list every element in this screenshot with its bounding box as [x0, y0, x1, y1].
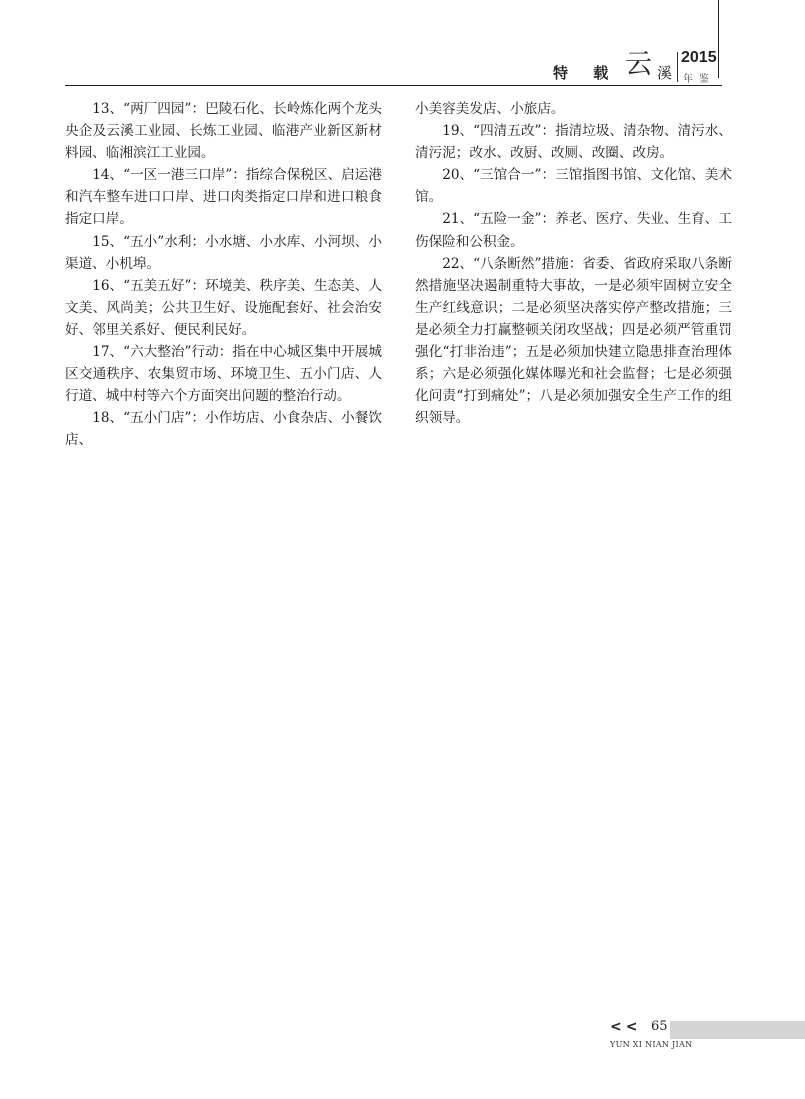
footer-bar [670, 1021, 805, 1039]
glossary-item-continued: 小美容美发店、小旅店。 [415, 101, 565, 117]
logo-nianjian: 年鉴 [683, 74, 715, 85]
glossary-item: 20、“三馆合一”：三馆指图书馆、文化馆、美术馆。 [415, 167, 732, 206]
logo-divider [677, 52, 678, 82]
glossary-item: 19、“四清五改”：指清垃圾、清杂物、清污水、清污泥；改水、改厨、改厕、改圈、改房。 [415, 123, 732, 162]
glossary-item: 18、“五小门店”：小作坊店、小食杂店、小餐饮店、 [65, 410, 382, 449]
logo-main-char: 云 [625, 49, 652, 80]
glossary-item: 13、“两厂四园”：巴陵石化、长岭炼化两个龙头央企及云溪工业园、长炼工业园、临港产业新区新材料园、临湘滨江工业园。 [65, 101, 382, 162]
glossary-item: 16、“五美五好”：环境美、秩序美、生态美、人文美、风尚美；公共卫生好、设施配套好、社会治安好、邻里关系好、便民利民好。 [65, 277, 382, 338]
chevron-left-icon: << [610, 1019, 642, 1035]
right-column [415, 98, 732, 429]
glossary-item: 14、“一区一港三口岸”：指综合保税区、启运港和汽车整车进口口岸、进口肉类指定口岸和进口粮食指定口岸。 [65, 167, 382, 228]
glossary-item: 15、“五小”水利：小水塘、小水库、小河坝、小渠道、小机埠。 [65, 233, 382, 272]
left-column [65, 98, 382, 452]
page-number: 65 [651, 1019, 668, 1034]
yearbook-logo [619, 50, 719, 86]
section-title: 特 载 [553, 64, 619, 82]
logo-sub-char: 溪 [657, 64, 673, 82]
glossary-item: 22、“八条断然”措施：省委、省政府采取八条断然措施坚决遏制重特大事故，一是必须牢固树立安全生产红线意识；二是必须坚决落实停产整改措施；三是必须全力打赢整顿关闭攻坚战；四是必须严管重罚强化“打非治违”；五是必须加快建立隐患排查治理体系；六是必须强化媒体曝光和社会监督；七是必须强化问责“打到痛处”；八是必须加强安全生产工作的组织领导。 [415, 255, 732, 427]
logo-year: 2015 [681, 49, 717, 66]
glossary-item: 21、“五险一金”：养老、医疗、失业、生育、工伤保险和公积金。 [415, 211, 732, 250]
glossary-item: 17、“六大整治”行动：指在中心城区集中开展城区交通秩序、农集贸市场、环境卫生、五小门店、人行道、城中村等六个方面突出问题的整治行动。 [65, 344, 382, 405]
footer-caption: YUN XI NIAN JIAN [610, 1040, 693, 1049]
